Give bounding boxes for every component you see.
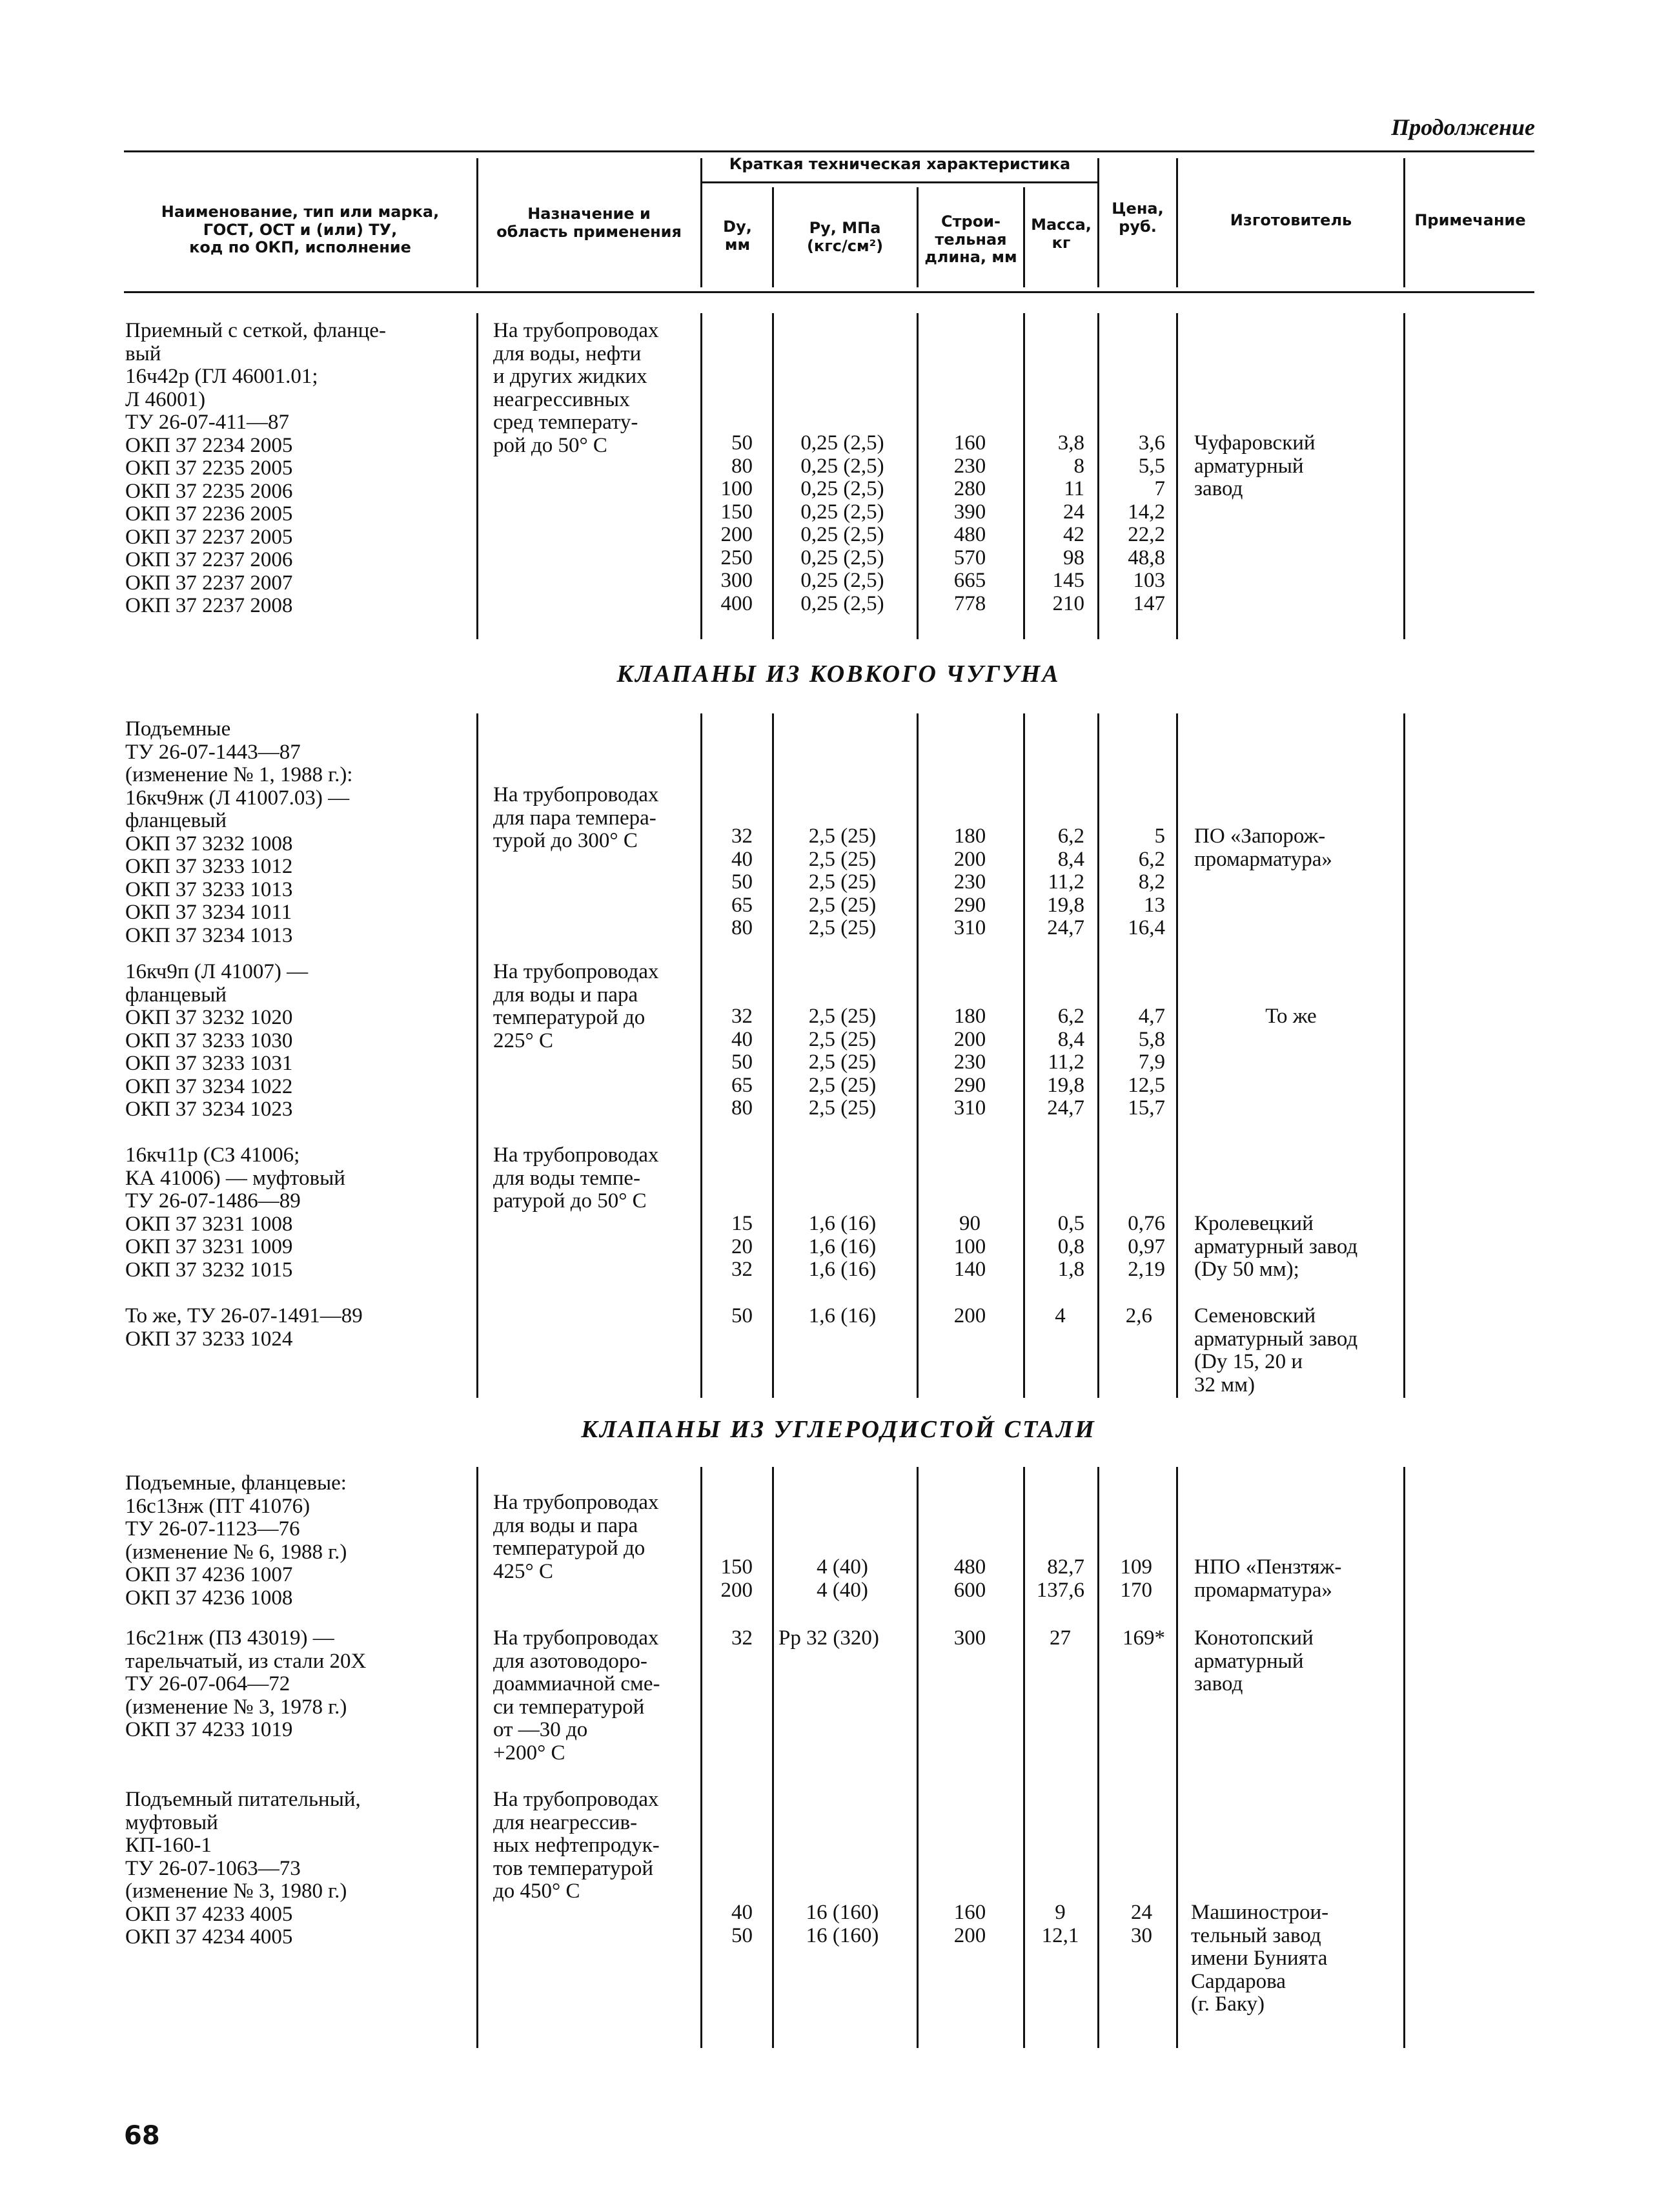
item-purpose: На трубопроводах для воды и пара температурой до 425° С — [493, 1491, 659, 1583]
item-length: 90 100 140 — [953, 1212, 986, 1281]
col-divider — [1176, 313, 1178, 639]
item-mass: 9 12,1 — [1041, 1901, 1079, 1947]
item-name: Приемный с сеткой, фланце- вый 16ч42р (ГЛ 46001.01; Л 46001) ТУ 26-07-411—87 ОКП 37 2234 2005 ОКП 37 2235 2005 ОКП 37 2235 2006 ОКП 37 2236 2005 ОКП 37 2237 2005 ОКП 37 2237 2006 ОКП 37 2237 2007 ОКП 37 2237 2008 — [125, 319, 386, 617]
col-divider — [1023, 1467, 1025, 2048]
item-dy: 32 — [731, 1626, 753, 1650]
header-divider — [700, 158, 702, 287]
col-divider — [917, 1467, 919, 2048]
item-mass: 0,5 0,8 1,8 — [1057, 1212, 1084, 1281]
item-dy: 32 40 50 65 80 — [731, 824, 753, 939]
item-length: 200 — [953, 1304, 986, 1327]
item-maker: Семеновский арматурный завод (Dу 15, 20 и 32 мм) — [1194, 1304, 1358, 1397]
header-divider — [476, 158, 478, 287]
item-mass: 3,8 8 11 24 42 98 145 210 — [1052, 431, 1084, 615]
item-name: 16с21нж (ПЗ 43019) — тарельчатый, из стали 20Х ТУ 26-07-064—72 (изменение № 3, 1978 г.) ОКП 37 4233 1019 — [125, 1626, 367, 1741]
header-divider — [772, 187, 774, 287]
item-dy: 32 40 50 65 80 — [731, 1005, 753, 1120]
item-py: 16 (160) 16 (160) — [806, 1901, 879, 1947]
item-purpose: На трубопроводах для воды и пара температурой до 225° С — [493, 960, 659, 1052]
item-maker: Машинострои- тельный завод имени Бунията Сардарова (г. Баку) — [1191, 1901, 1329, 2016]
item-name: То же, ТУ 26-07-1491—89 ОКП 37 3233 1024 — [125, 1304, 363, 1351]
item-price: 169* — [1123, 1626, 1165, 1650]
item-price: 3,6 5,5 7 14,2 22,2 48,8 103 147 — [1128, 431, 1165, 615]
item-py: 2,5 (25) 2,5 (25) 2,5 (25) 2,5 (25) 2,5 (25) — [808, 1005, 877, 1120]
section-title-malleable: КЛАПАНЫ ИЗ КОВКОГО ЧУГУНА — [616, 661, 1061, 688]
item-mass: 6,2 8,4 11,2 19,8 24,7 — [1047, 824, 1084, 939]
header-divider — [1176, 158, 1178, 287]
item-name: Подъемные, фланцевые: 16с13нж (ПТ 41076) ТУ 26-07-1123—76 (изменение № 6, 1988 г.) ОКП 37 4236 1007 ОКП 37 4236 1008 — [125, 1471, 347, 1610]
col-divider — [1403, 1467, 1405, 2048]
item-mass: 4 — [1055, 1304, 1066, 1327]
col-divider — [700, 313, 702, 639]
header-mass: Масса, кг — [1031, 216, 1092, 252]
item-length: 300 — [953, 1626, 986, 1650]
item-maker: Кролевецкий арматурный завод (Dу 50 мм); — [1194, 1212, 1358, 1281]
item-length: 480 600 — [953, 1555, 986, 1602]
item-dy: 50 — [731, 1304, 753, 1327]
item-maker: То же — [1265, 1005, 1317, 1028]
header-divider — [917, 187, 919, 287]
col-divider — [700, 1467, 702, 2048]
col-divider — [1097, 313, 1099, 639]
header-bottom-rule — [124, 291, 1534, 293]
item-purpose: На трубопроводах для неагрессив- ных нефтепродук- тов температурой до 450° С — [493, 1788, 660, 1903]
item-length: 180 200 230 290 310 — [953, 1005, 986, 1120]
section-title-carbon: КЛАПАНЫ ИЗ УГЛЕРОДИСТОЙ СТАЛИ — [581, 1416, 1096, 1443]
item-length: 180 200 230 290 310 — [953, 824, 986, 939]
item-mass: 27 — [1050, 1626, 1071, 1650]
item-price: 2,6 — [1125, 1304, 1152, 1327]
item-name: 16кч11р (СЗ 41006; КА 41006) — муфтовый ТУ 26-07-1486—89 ОКП 37 3231 1008 ОКП 37 3231 1009 ОКП 37 3232 1015 — [125, 1143, 345, 1282]
item-maker: ПО «Запорож- промарматура» — [1194, 824, 1332, 871]
col-divider — [917, 313, 919, 639]
top-rule — [124, 150, 1534, 152]
item-price: 5 6,2 8,2 13 16,4 — [1128, 824, 1165, 939]
col-divider — [772, 1467, 774, 2048]
item-py: 1,6 (16) — [808, 1304, 877, 1327]
col-divider — [1403, 313, 1405, 639]
item-maker: НПО «Пензтяж- промарматура» — [1194, 1555, 1342, 1602]
item-py: 2,5 (25) 2,5 (25) 2,5 (25) 2,5 (25) 2,5 (25) — [808, 824, 877, 939]
item-mass: 82,7 137,6 — [1036, 1555, 1084, 1602]
page-number: 68 — [124, 2121, 160, 2151]
header-divider — [1023, 187, 1025, 287]
item-py: 4 (40) 4 (40) — [817, 1555, 868, 1602]
header-length: Строи- тельная длина, мм — [924, 212, 1017, 267]
item-maker: Чуфаровский арматурный завод — [1194, 431, 1316, 500]
col-divider — [1097, 1467, 1099, 2048]
header-maker: Изготовитель — [1230, 211, 1352, 229]
item-mass: 6,2 8,4 11,2 19,8 24,7 — [1047, 1005, 1084, 1120]
item-py: 1,6 (16) 1,6 (16) 1,6 (16) — [808, 1212, 877, 1281]
col-divider — [700, 713, 702, 1398]
continuation-label: Продолжение — [1391, 114, 1535, 140]
item-price: 4,7 5,8 7,9 12,5 15,7 — [1128, 1005, 1165, 1120]
item-dy: 150 200 — [720, 1555, 753, 1602]
item-purpose: На трубопроводах для пара темпера- турой до 300° С — [493, 783, 659, 852]
col-divider — [1023, 313, 1025, 639]
item-price: 24 30 — [1131, 1901, 1152, 1947]
header-divider — [1403, 158, 1405, 287]
col-divider — [1176, 1467, 1178, 2048]
item-name: Подъемные ТУ 26-07-1443—87 (изменение № 1, 1988 г.): 16кч9нж (Л 41007.03) — фланцевый ОКП 37 3232 1008 ОКП 37 3233 1012 ОКП 37 3233 1013 ОКП 37 3234 1011 ОКП 37 3234 1013 — [125, 717, 353, 947]
col-divider — [476, 713, 478, 1398]
header-name: Наименование, тип или марка, ГОСТ, ОСТ и (или) ТУ, код по ОКП, исполнение — [161, 203, 440, 257]
col-divider — [1097, 713, 1099, 1398]
col-divider — [1176, 713, 1178, 1398]
col-divider — [917, 713, 919, 1398]
item-dy: 40 50 — [731, 1901, 753, 1947]
header-tech-group: Краткая техническая характеристика — [729, 155, 1071, 173]
col-divider — [476, 1467, 478, 2048]
col-divider — [476, 313, 478, 639]
item-purpose: На трубопроводах для воды темпе- ратурой до 50° С — [493, 1143, 659, 1213]
header-py: Pу, МПа (кгс/см²) — [806, 219, 884, 255]
item-dy: 15 20 32 — [731, 1212, 753, 1281]
header-dy: Dу, мм — [723, 218, 752, 254]
header-purpose: Назначение и область применения — [496, 205, 682, 241]
item-name: 16кч9п (Л 41007) — фланцевый ОКП 37 3232 1020 ОКП 37 3233 1030 ОКП 37 3233 1031 ОКП 37 3234 1022 ОКП 37 3234 1023 — [125, 960, 309, 1121]
item-name: Подъемный питательный, муфтовый КП-160-1 ТУ 26-07-1063—73 (изменение № 3, 1980 г.) ОКП 37 4233 4005 ОКП 37 4234 4005 — [125, 1788, 361, 1949]
col-divider — [772, 313, 774, 639]
item-py: Pр 32 (320) — [778, 1626, 879, 1650]
col-divider — [1403, 713, 1405, 1398]
header-divider — [1097, 158, 1099, 287]
header-price: Цена, руб. — [1112, 200, 1164, 236]
col-divider — [1023, 713, 1025, 1398]
item-maker: Конотопский арматурный завод — [1194, 1626, 1314, 1695]
item-price: 109 170 — [1120, 1555, 1152, 1602]
tech-group-rule — [700, 181, 1097, 183]
item-length: 160 200 — [953, 1901, 986, 1947]
item-purpose: На трубопроводах для азотоводоро- доаммиачной сме- си температурой от —30 до +200° С — [493, 1626, 660, 1765]
col-divider — [772, 713, 774, 1398]
item-py: 0,25 (2,5) 0,25 (2,5) 0,25 (2,5) 0,25 (2,5) 0,25 (2,5) 0,25 (2,5) 0,25 (2,5) 0,25 (2,5) — [800, 431, 884, 615]
item-price: 0,76 0,97 2,19 — [1128, 1212, 1165, 1281]
item-length: 160 230 280 390 480 570 665 778 — [953, 431, 986, 615]
item-purpose: На трубопроводах для воды, нефти и других жидких неагрессивных сред температу- рой до 50° С — [493, 319, 659, 457]
header-note: Примечание — [1414, 211, 1526, 229]
item-dy: 50 80 100 150 200 250 300 400 — [720, 431, 753, 615]
